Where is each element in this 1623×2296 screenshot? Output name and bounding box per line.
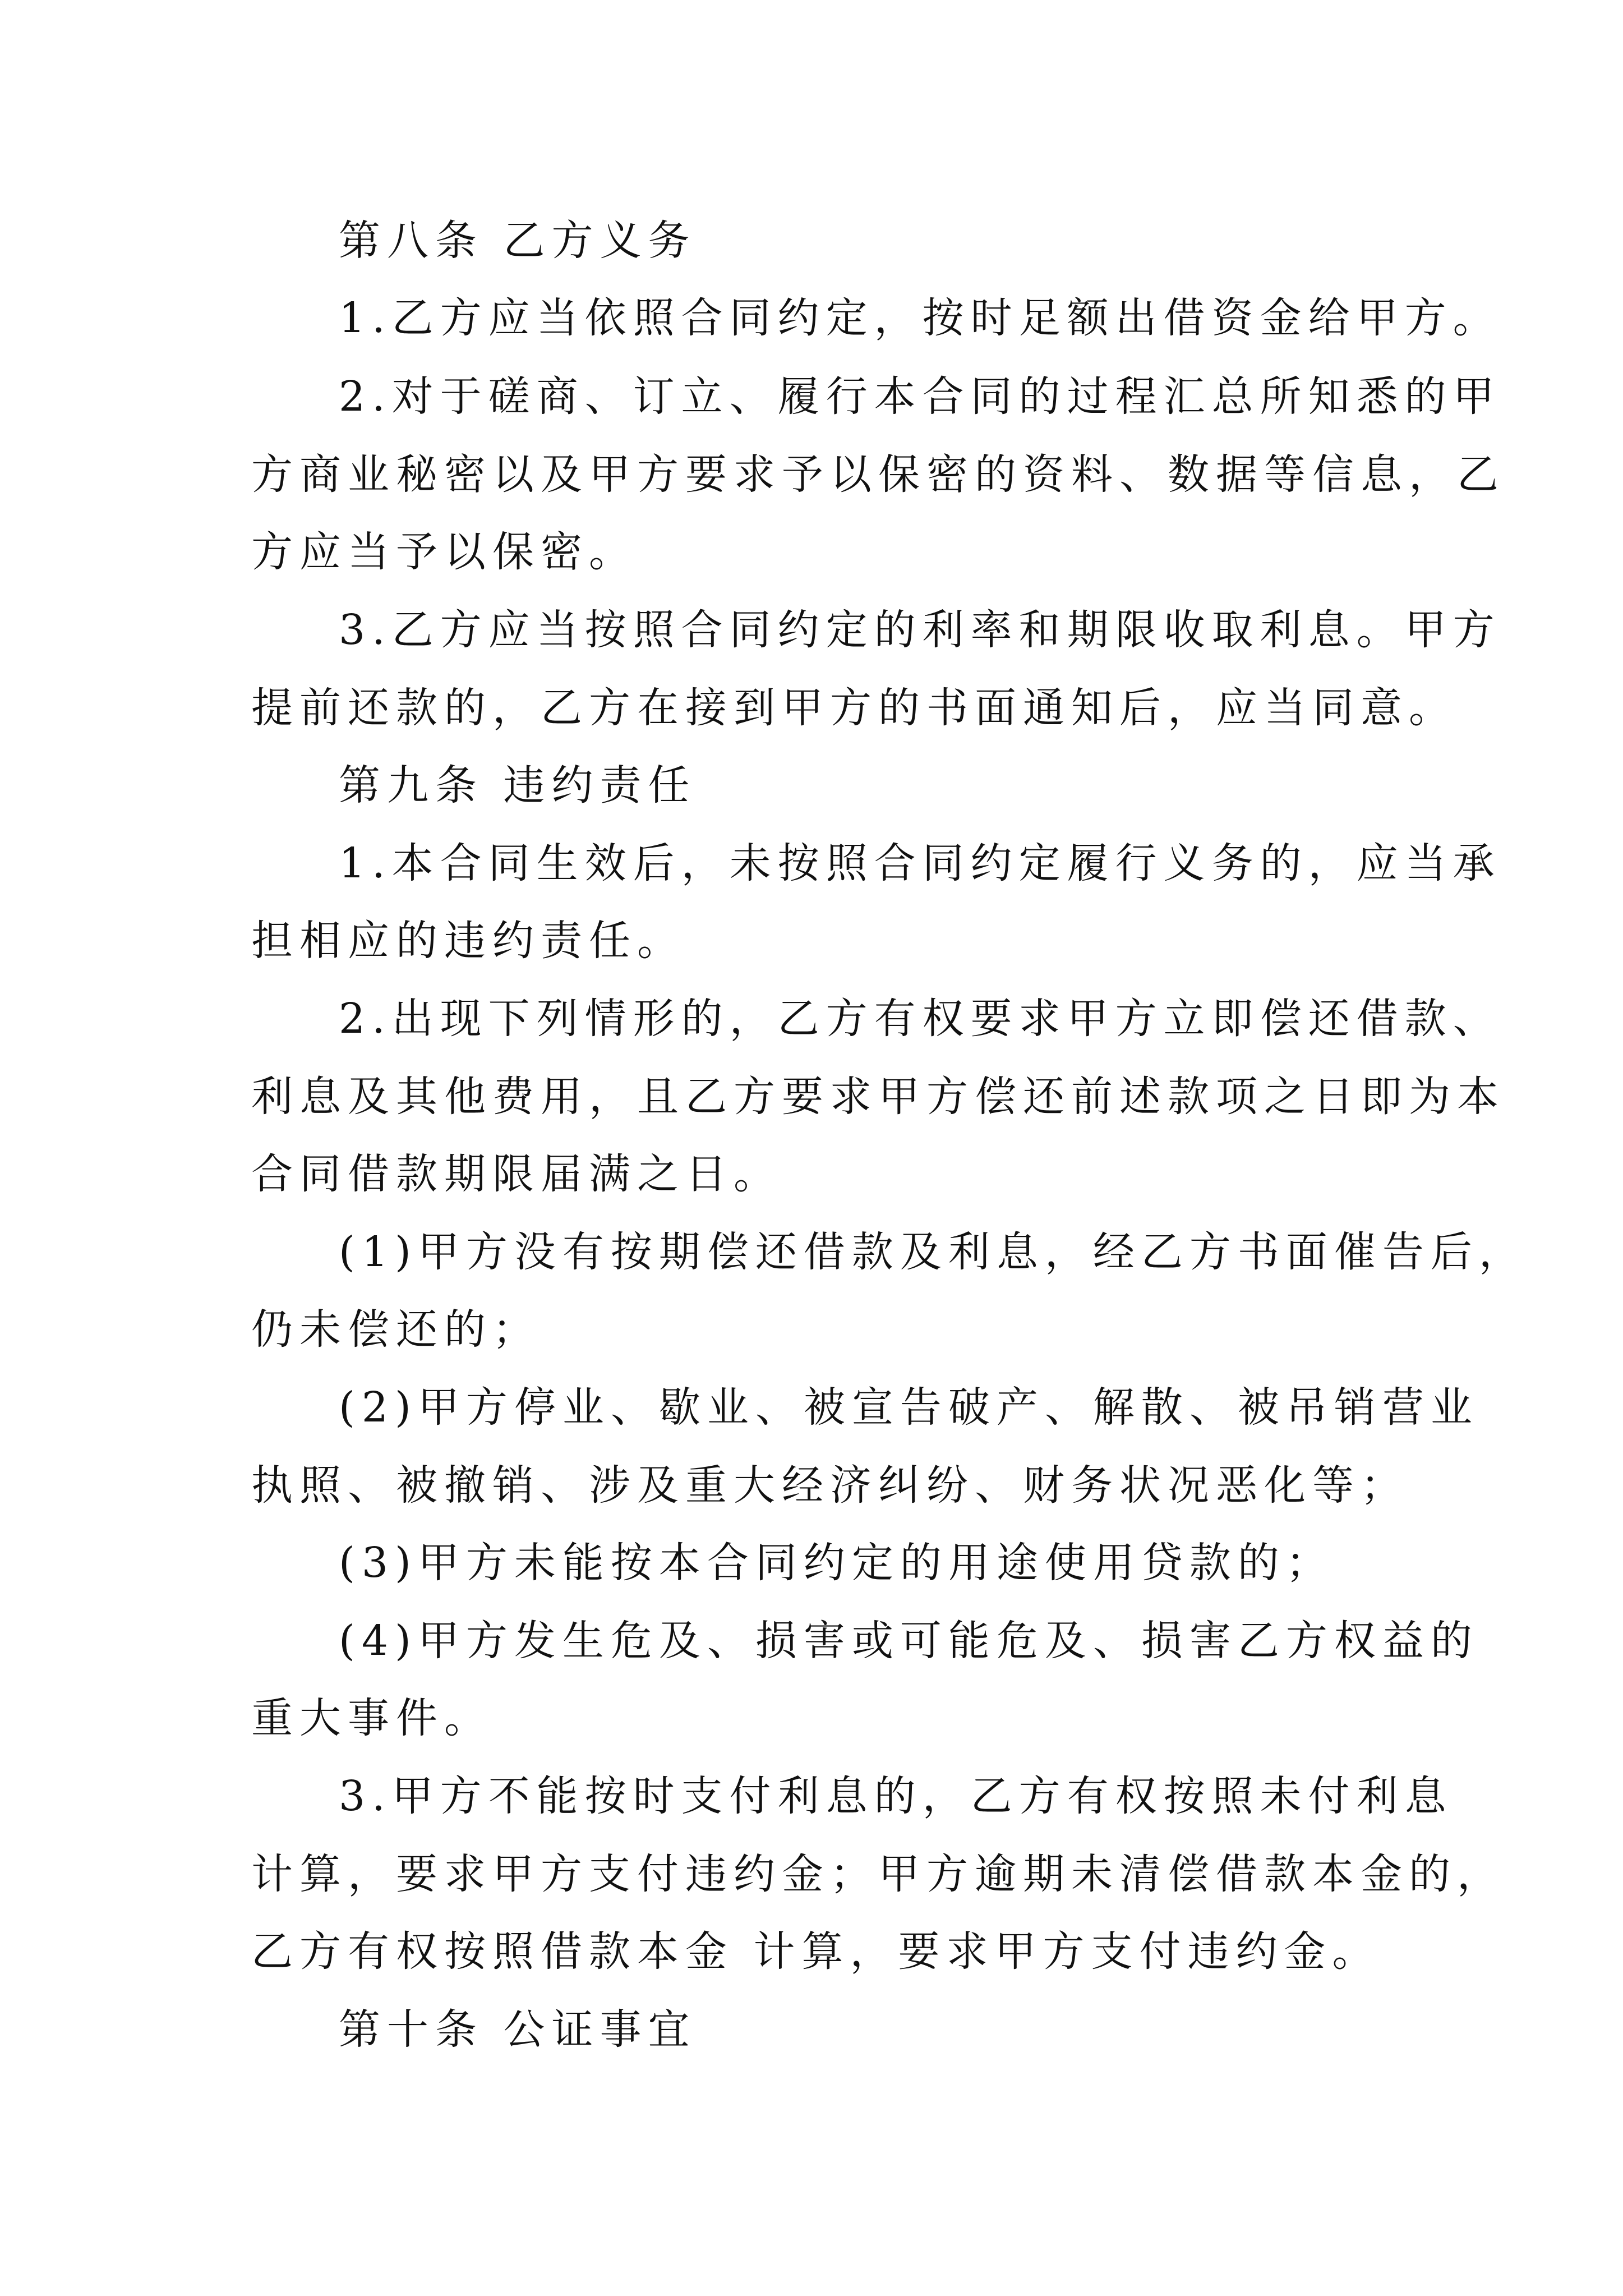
article-9-sub-3: (3)甲方未能按本合同约定的用途使用贷款的； (339, 1539, 1334, 1587)
article-8-item-1: 1.乙方应当依照合同约定，按时足额出借资金给甲方。 (339, 294, 1501, 342)
article-8-item-2-line-2: 方商业秘密以及甲方要求予以保密的资料、数据等信息，乙 (251, 450, 1505, 499)
article-8-heading: 第八条 乙方义务 (339, 217, 697, 265)
article-9-item-2-line-3: 合同借款期限届满之日。 (251, 1150, 782, 1198)
article-9-heading: 第九条 违约责任 (339, 761, 697, 809)
article-9-sub-1-line-2: 仍未偿还的； (251, 1305, 541, 1354)
article-9-item-3-line-1: 3.甲方不能按时支付利息的，乙方有权按照未付利息 (339, 1772, 1453, 1820)
article-9-sub-2-line-1: (2)甲方停业、歇业、被宣告破产、解散、被吊销营业 (339, 1383, 1479, 1432)
article-10-heading: 第十条 公证事宜 (339, 2005, 697, 2054)
article-8-item-2-line-3: 方应当予以保密。 (251, 528, 637, 576)
article-9-sub-2-line-2: 执照、被撤销、涉及重大经济纠纷、财务状况恶化等； (251, 1461, 1409, 1510)
article-9-item-2-line-1: 2.出现下列情形的，乙方有权要求甲方立即偿还借款、 (339, 995, 1501, 1043)
article-9-item-3-line-3: 乙方有权按照借款本金 计算，要求甲方支付违约金。 (251, 1927, 1381, 1976)
article-8-item-2-line-1: 2.对于磋商、订立、履行本合同的过程汇总所知悉的甲 (339, 372, 1501, 421)
article-8-item-3-line-1: 3.乙方应当按照合同约定的利率和期限收取利息。甲方 (339, 606, 1501, 654)
article-9-item-2-line-2: 利息及其他费用，且乙方要求甲方偿还前述款项之日即为本 (251, 1073, 1505, 1121)
article-9-item-1-line-2: 担相应的违约责任。 (251, 917, 685, 965)
article-9-sub-4-line-1: (4)甲方发生危及、损害或可能危及、损害乙方权益的 (339, 1617, 1479, 1665)
article-9-sub-4-line-2: 重大事件。 (251, 1694, 492, 1742)
article-9-item-3-line-2: 计算，要求甲方支付违约金；甲方逾期未清偿借款本金的， (251, 1850, 1505, 1898)
article-9-sub-1-line-1: (1)甲方没有按期偿还借款及利息，经乙方书面催告后， (339, 1228, 1527, 1276)
article-8-item-3-line-2: 提前还款的，乙方在接到甲方的书面通知后，应当同意。 (251, 684, 1457, 732)
article-9-item-1-line-1: 1.本合同生效后，未按照合同约定履行义务的，应当承 (339, 839, 1501, 887)
